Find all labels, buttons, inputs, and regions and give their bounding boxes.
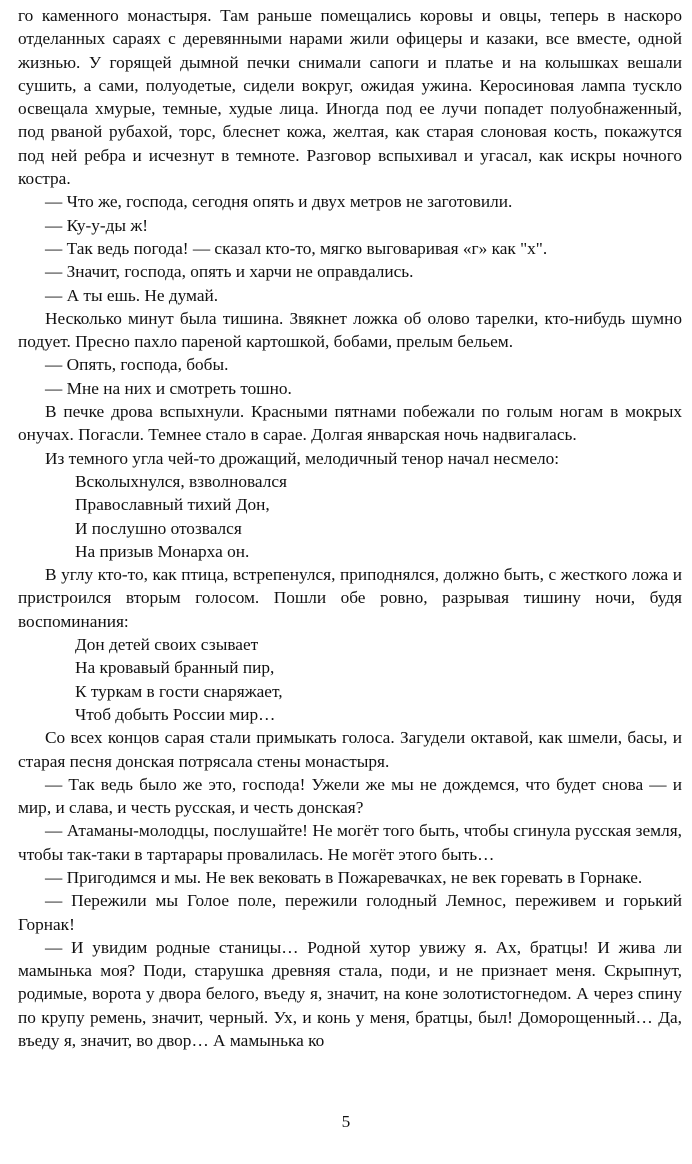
dialogue-line: — Пережили мы Голое поле, пережили голодный Лемнос, переживем и горький Горнак! (18, 891, 682, 934)
dialogue-line: — А ты ешь. Не думай. (45, 285, 219, 305)
dialogue-line: — Ку-у-ды ж! (45, 215, 149, 235)
verse-line: К туркам в гости снаряжает, (75, 681, 283, 701)
dialogue-line: — Опять, господа, бобы. (45, 355, 229, 375)
verse-line: И послушно отозвался (75, 518, 242, 538)
verse-line: Православный тихий Дон, (75, 495, 270, 515)
book-page-text (18, 4, 682, 1052)
verse-line: Чтоб добыть России мир… (75, 704, 276, 724)
paragraph: Со всех концов сарая стали примыкать голоса. Загудели октавой, как шмели, басы, и старая песня донская потрясала стены монастыря. (18, 728, 682, 771)
dialogue-line: — Атаманы-молодцы, послушайте! Не могёт того быть, чтобы сгинула русская земля, чтобы так-таки в тартарары провалилась. Не могёт этого быть… (18, 821, 682, 864)
verse-line: Дон детей своих сзывает (75, 635, 259, 655)
dialogue-line: — Так ведь погода! — сказал кто-то, мягко выговаривая «г» как "х". (45, 238, 548, 258)
song-verse-1 (18, 470, 682, 563)
paragraph: В углу кто-то, как птица, встрепенулся, приподнялся, должно быть, с жесткого ложа и пристроился вторым голосом. Пошли обе ровно, разрывая тишину ночи, будя воспоминания: (18, 565, 682, 631)
dialogue-line: — И увидим родные станицы… Родной хутор увижу я. Ах, братцы! И жива ли мамынька моя? Поди, старушка древняя стала, поди, и не признает меня. Скрыпнут, родимые, ворота у двора белого, въеду я, значит, на коне золотистогнедом. А через спину по крупу ремень, значит, черный. Ух, и конь у меня, братцы, был! Доморощенный… Да, въеду я, значит, во двор… А мамынька ко (18, 937, 682, 1051)
song-verse-2 (18, 633, 682, 726)
dialogue-line: — Мне на них и смотреть тошно. (45, 378, 292, 398)
page-number: 5 (341, 1112, 351, 1131)
paragraph: Из темного угла чей-то дрожащий, мелодичный тенор начал несмело: (45, 448, 560, 468)
verse-line: На призыв Монарха он. (75, 541, 250, 561)
paragraph: В печке дрова вспыхнули. Красными пятнами побежали по голым ногам в мокрых онучах. Погасли. Темнее стало в сарае. Долгая январская ночь надвигалась. (18, 402, 682, 445)
dialogue-line: — Значит, господа, опять и харчи не оправдались. (45, 262, 414, 282)
dialogue-line: — Так ведь было же это, господа! Ужели же мы не дождемся, что будет снова — и мир, и слава, и честь русская, и честь донская? (18, 774, 682, 818)
paragraph-opening: го каменного монастыря. Там раньше помещались коровы и овцы, теперь в наскоро отделанных сараях с деревянными нарами жили офицеры и казаки, все вместе, одной жизнью. У горящей дымной печки снимали сапоги и платье и на колышках вешали сушить, а сами, полуодетые, сидели вокруг, ожидая ужина. Керосиновая лампа тускло освещала хмурые, темные, худые лица. Иногда под ее лучи попадет полуобнаженный, под рваной рубахой, торс, блеснет кожа, желтая, как старая слоновая кость, покажутся под ней ребра и исчезнут в темноте. Разговор вспыхивал и угасал, как искры ночного костра. (18, 6, 682, 189)
dialogue-line: — Что же, господа, сегодня опять и двух метров не заготовили. (45, 192, 513, 212)
verse-line: Всколыхнулся, взволновался (75, 471, 287, 491)
verse-line: На кровавый бранный пир, (75, 658, 275, 678)
paragraph: Несколько минут была тишина. Звякнет ложка об олово тарелки, кто-нибудь шумно подует. Пресно пахло пареной картошкой, бобами, прелым бельем. (18, 308, 682, 352)
dialogue-line: — Пригодимся и мы. Не век вековать в Пожаревачках, не век горевать в Горнаке. (45, 867, 643, 887)
